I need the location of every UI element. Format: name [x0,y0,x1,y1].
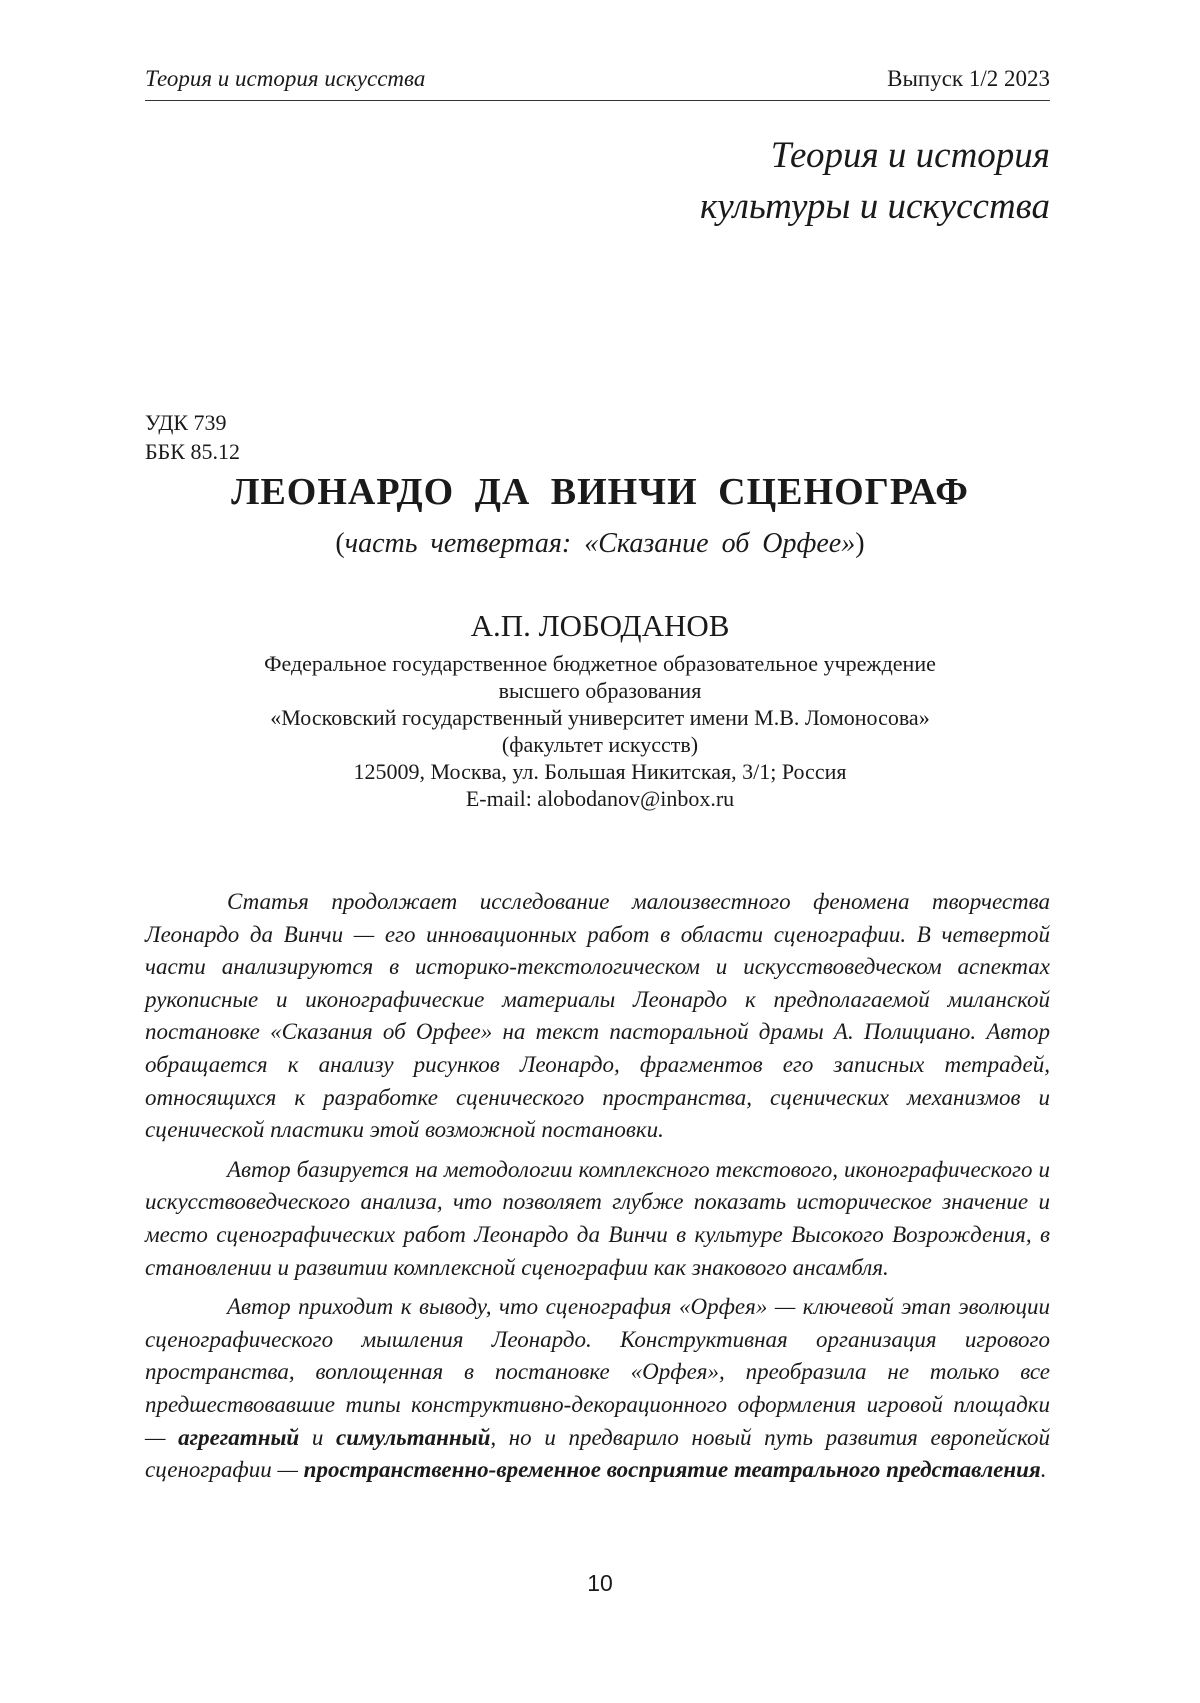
section-heading-line1: Теория и история [700,130,1050,181]
subtitle-open-paren: ( [335,528,344,559]
classification-codes [145,408,240,466]
article-subtitle [0,528,1200,560]
author-email: E-mail: alobodanov@inbox.ru [0,785,1200,812]
abstract-p3-part4: . [1041,1457,1047,1482]
running-header [145,66,1050,101]
author-affiliation [0,650,1200,812]
affiliation-line1: Федеральное государственное бюджетное образовательное учреждение [0,650,1200,677]
subtitle-close-paren: ) [855,528,864,559]
abstract [145,886,1050,1494]
abstract-p3-part3: , но и предварило новый путь развития европейской сценографии — [145,1425,1050,1483]
running-header-journal: Теория и история искусства [145,66,425,92]
abstract-paragraph-1: Статья продолжает исследование малоизвестного феномена творчества Леонардо да Винчи — его инновационных работ в области сценографии. В четвертой части анализируются в историко-текстологическом и искусствоведческом аспектах рукописные и иконографические материалы Леонардо к предполагаемой миланской постановке «Сказания об Орфее» на текст пасторальной драмы А. Полициано. Автор обращается к анализу рисунков Леонардо, фрагментов его записных тетрадей, относящихся к разработке сценического пространства, сценических механизмов и сценической пластики этой возможной постановки. [145,886,1050,1147]
subtitle-text: часть четвертая: «Сказание об Орфее» [345,528,856,559]
abstract-p3-part2: и [299,1425,336,1450]
affiliation-line4: (факультет искусств) [0,731,1200,758]
author-name: А.П. ЛОБОДАНОВ [0,608,1200,644]
section-heading [700,130,1050,232]
section-heading-line2: культуры и искусства [700,181,1050,232]
udk-code: УДК 739 [145,408,240,437]
page-number: 10 [0,1570,1200,1597]
running-header-issue: Выпуск 1/2 2023 [887,66,1050,92]
abstract-paragraph-2: Автор базируется на методологии комплексного текстового, иконографического и искусствоведческого анализа, что позволяет глубже показать историческое значение и место сценографических работ Леонардо да Винчи в культуре Высокого Возрождения, в становлении и развитии комплексной сценографии как знакового ансамбля. [145,1154,1050,1284]
document-page [0,0,1200,1703]
affiliation-address: 125009, Москва, ул. Большая Никитская, 3/1; Россия [0,758,1200,785]
abstract-term-aggregate: агрегатный [178,1425,299,1450]
abstract-term-simultaneous: симультанный [336,1425,490,1450]
affiliation-line3: «Московский государственный университет имени М.В. Ломоносова» [0,704,1200,731]
article-title: ЛЕОНАРДО ДА ВИНЧИ СЦЕНОГРАФ [0,470,1200,514]
affiliation-line2: высшего образования [0,677,1200,704]
abstract-p3-part1: Автор приходит к выводу, что сценография «Орфея» — ключевой этап эволюции сценографического мышления Леонардо. Конструктивная организация игрового пространства, воплощенная в постановке «Орфея», преобразила не только все предшествовавшие типы конструктивно-декорационного оформления игровой площадки — [145,1294,1050,1449]
bbk-code: ББК 85.12 [145,437,240,466]
abstract-paragraph-3 [145,1291,1050,1487]
abstract-term-spatiotemporal: пространственно-временное восприятие театрального представления [304,1457,1041,1482]
